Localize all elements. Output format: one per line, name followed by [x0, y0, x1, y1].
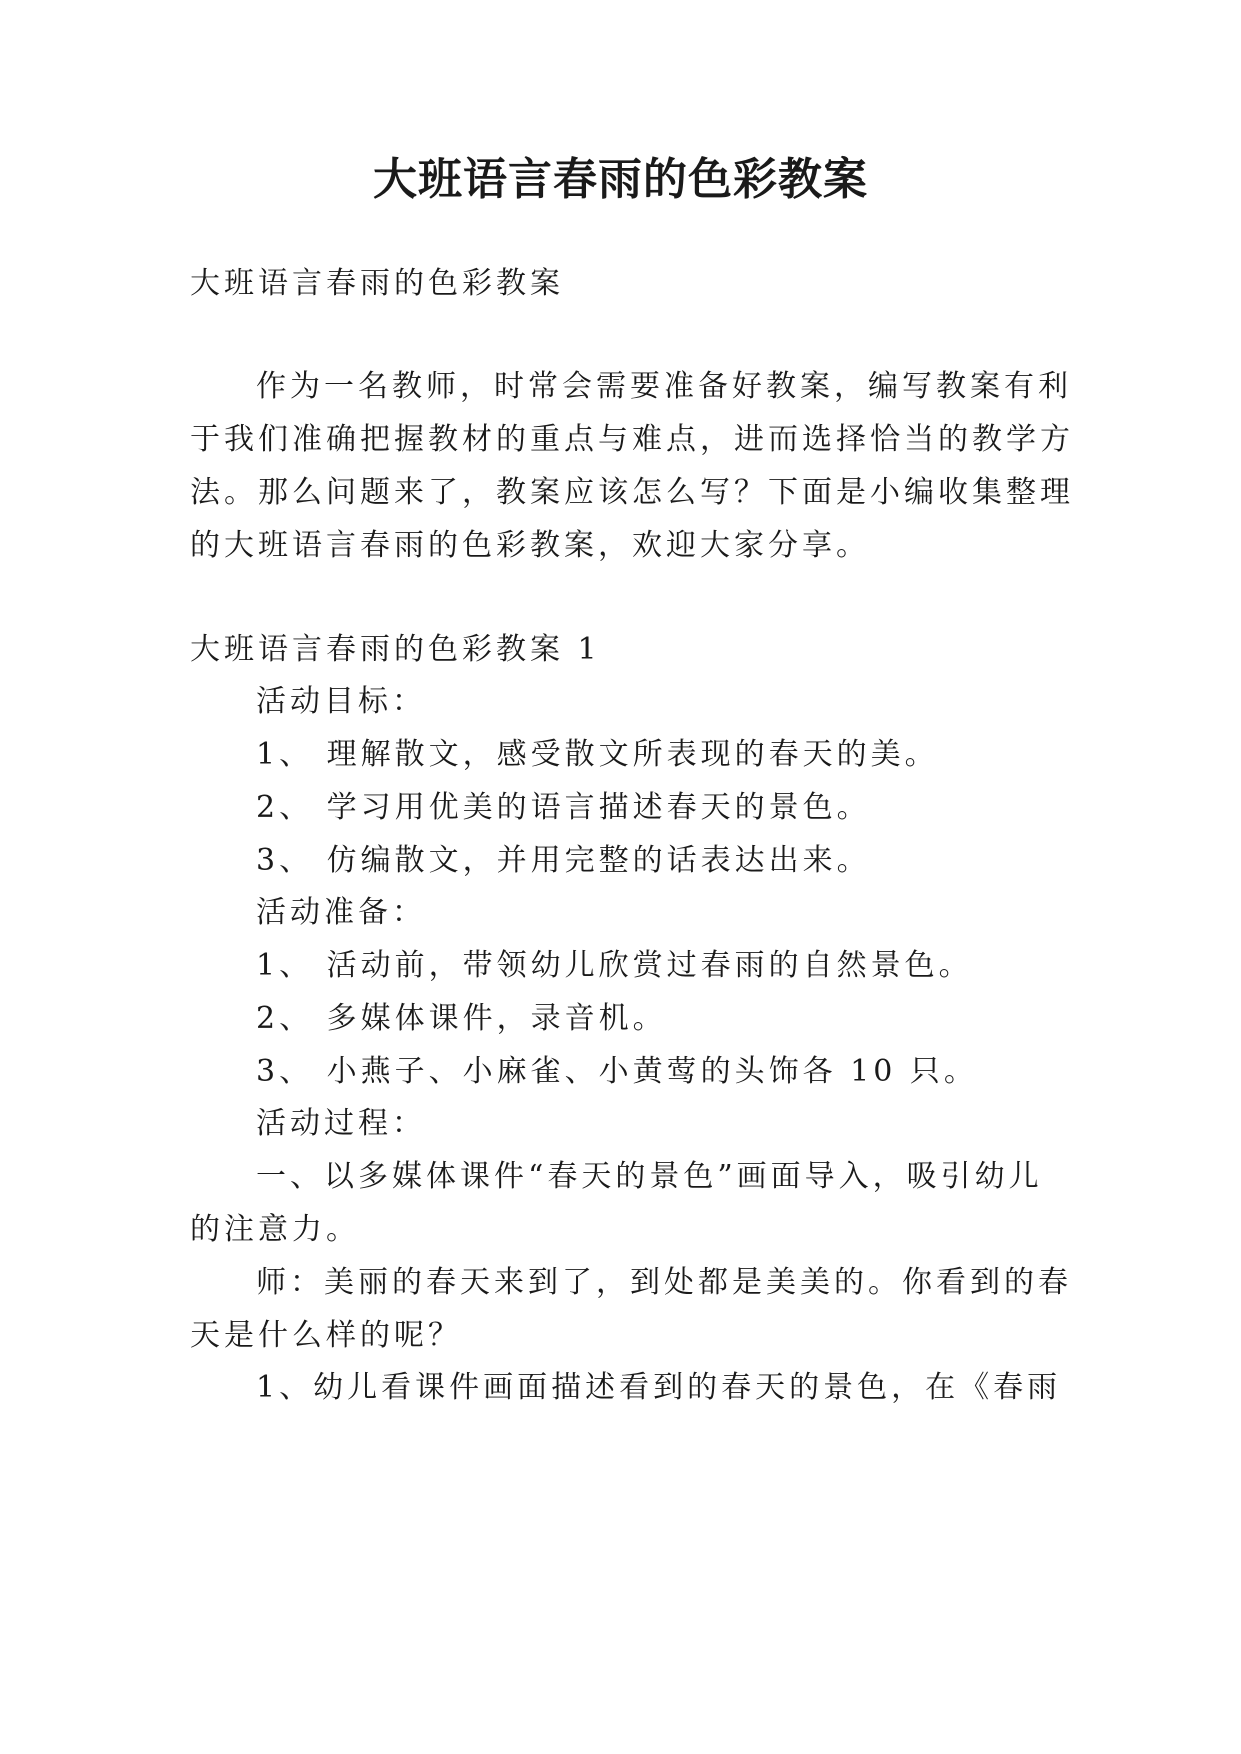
intro-line-4: 的大班语言春雨的色彩教案，欢迎大家分享。: [190, 528, 870, 563]
process-heading: 活动过程：: [256, 1106, 426, 1141]
prep-item-1: 1、 活动前，带领幼儿欣赏过春雨的自然景色。: [256, 948, 973, 983]
process-line-1: 一、以多媒体课件“春天的景色”画面导入，吸引幼儿: [256, 1159, 1043, 1194]
intro-line-3: 法。那么问题来了，教案应该怎么写？下面是小编收集整理: [190, 475, 1074, 510]
prep-item-3: 3、 小燕子、小麻雀、小黄莺的头饰各 10 只。: [256, 1054, 978, 1089]
intro-line-2: 于我们准确把握教材的重点与难点，进而选择恰当的教学方: [190, 422, 1074, 457]
section-heading: 大班语言春雨的色彩教案 1: [190, 632, 601, 667]
goal-item-3: 3、 仿编散文，并用完整的话表达出来。: [256, 843, 871, 878]
document-subtitle: 大班语言春雨的色彩教案: [190, 266, 564, 301]
prep-item-2: 2、 多媒体课件，录音机。: [256, 1001, 667, 1036]
intro-line-1: 作为一名教师，时常会需要准备好教案，编写教案有利: [256, 369, 1072, 404]
process-line-4: 天是什么样的呢？: [190, 1318, 462, 1353]
process-line-2: 的注意力。: [190, 1212, 360, 1247]
process-line-3: 师：美丽的春天来到了，到处都是美美的。你看到的春: [256, 1265, 1072, 1300]
goals-heading: 活动目标：: [256, 684, 426, 719]
document-title: 大班语言春雨的色彩教案: [373, 154, 868, 205]
goal-item-2: 2、 学习用优美的语言描述春天的景色。: [256, 790, 871, 825]
goal-item-1: 1、 理解散文，感受散文所表现的春天的美。: [256, 737, 939, 772]
process-line-5: 1、幼儿看课件画面描述看到的春天的景色，在《春雨: [256, 1370, 1062, 1405]
prep-heading: 活动准备：: [256, 895, 426, 930]
